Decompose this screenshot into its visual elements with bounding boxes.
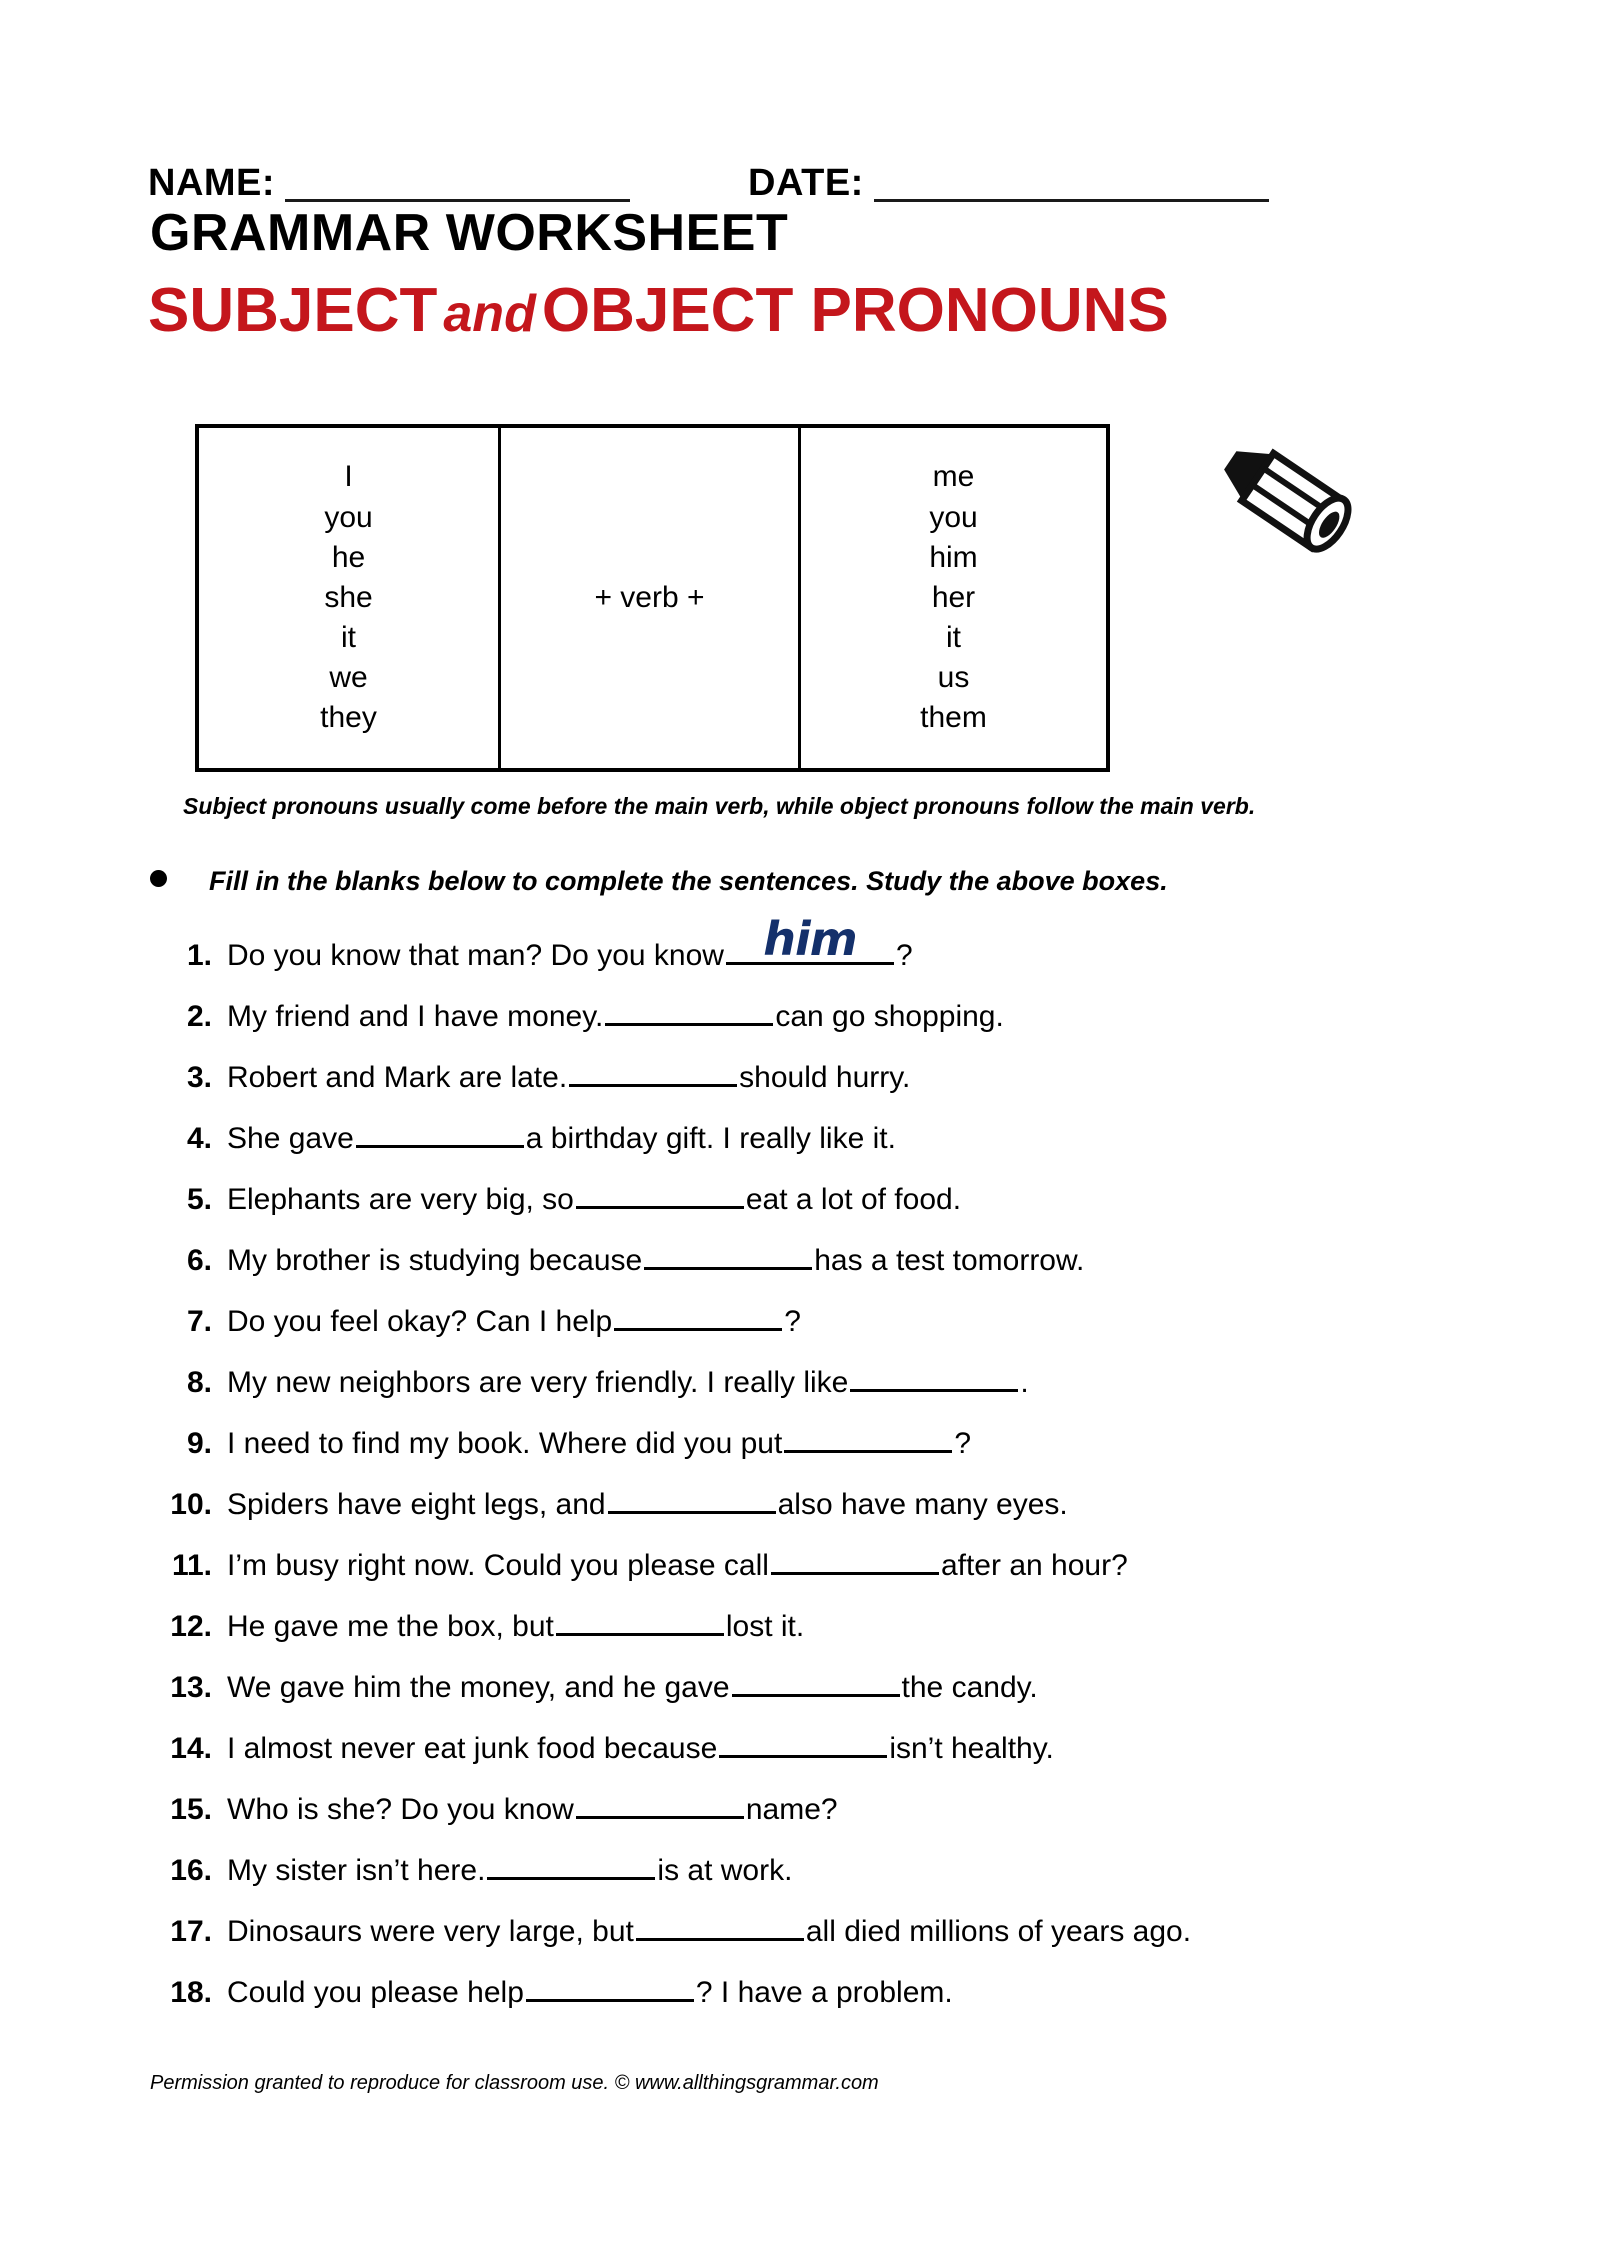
question-number: 7. — [186, 1305, 212, 1338]
question-text-before-blank: He gave me the box, but — [227, 1610, 554, 1643]
question-text-after-blank: a birthday gift. I really like it. — [525, 1122, 896, 1155]
question-text-before-blank: My new neighbors are very friendly. I really like — [227, 1366, 849, 1399]
question-text-after-blank: ? — [895, 939, 913, 972]
question-row — [148, 1420, 1528, 1481]
question-row — [148, 1481, 1528, 1542]
question-text-after-blank: name? — [745, 1793, 838, 1826]
answer-blank[interactable] — [556, 1603, 724, 1636]
object-pronoun: me — [932, 460, 975, 494]
answer-blank[interactable] — [732, 1664, 900, 1697]
question-row — [148, 1603, 1528, 1664]
question-row — [148, 1847, 1528, 1908]
question-text — [227, 1542, 1128, 1583]
answer-blank[interactable] — [526, 1969, 694, 2002]
object-pronoun: them — [920, 701, 987, 735]
question-text-after-blank: the candy. — [901, 1671, 1038, 1704]
question-text-before-blank: Do you feel okay? Can I help — [227, 1305, 613, 1338]
question-number: 18. — [170, 1976, 212, 2009]
question-text-before-blank: Dinosaurs were very large, but — [227, 1915, 634, 1948]
object-pronoun: us — [937, 661, 970, 695]
subject-pronoun: you — [324, 500, 373, 534]
question-text-after-blank: should hurry. — [739, 1061, 911, 1094]
question-row — [148, 1115, 1528, 1176]
question-number: 15. — [170, 1793, 212, 1826]
subtitle-and: and — [443, 285, 536, 343]
answer-blank[interactable] — [636, 1908, 804, 1941]
answer-blank[interactable] — [576, 1786, 744, 1819]
subject-pronoun: I — [344, 460, 353, 494]
question-text-before-blank: Elephants are very big, so — [227, 1183, 574, 1216]
question-text-before-blank: I need to find my book. Where did you put — [227, 1427, 783, 1460]
object-pronoun: her — [931, 580, 976, 614]
question-text-after-blank: also have many eyes. — [777, 1488, 1068, 1521]
question-text-after-blank: ? I have a problem. — [695, 1976, 953, 2009]
subject-pronoun: we — [329, 661, 368, 695]
question-row — [148, 1969, 1528, 2030]
question-text-before-blank: I almost never eat junk food because — [227, 1732, 718, 1765]
question-number: 2. — [186, 1000, 212, 1033]
question-text — [227, 1481, 1068, 1522]
question-text — [227, 1298, 801, 1339]
instruction-row — [150, 866, 1168, 897]
question-number: 8. — [186, 1366, 212, 1399]
question-row — [148, 1908, 1528, 1969]
subject-pronoun: it — [341, 621, 356, 655]
answer-blank[interactable] — [569, 1054, 737, 1087]
date-label: DATE: — [748, 162, 864, 204]
page-title: GRAMMAR WORKSHEET — [150, 204, 789, 262]
answer-blank[interactable] — [487, 1847, 655, 1880]
question-text-after-blank: . — [1020, 1366, 1029, 1399]
footer-credit: Permission granted to reproduce for classroom use. © www.allthingsgrammar.com — [150, 2072, 879, 2094]
question-number: 1. — [186, 939, 212, 972]
verb-label: + verb + — [594, 580, 705, 614]
question-row — [148, 1298, 1528, 1359]
subject-pronoun: she — [324, 580, 373, 614]
question-text — [227, 1847, 792, 1888]
question-row — [148, 1359, 1528, 1420]
question-text-before-blank: Do you know that man? Do you know — [227, 939, 724, 972]
question-number: 13. — [170, 1671, 212, 1704]
question-number: 10. — [170, 1488, 212, 1521]
question-text-after-blank: eat a lot of food. — [745, 1183, 962, 1216]
question-text-after-blank: after an hour? — [940, 1549, 1128, 1582]
question-row — [148, 1176, 1528, 1237]
question-number: 5. — [186, 1183, 212, 1216]
date-input-line[interactable] — [874, 165, 1269, 202]
question-text — [227, 1969, 953, 2010]
question-number: 9. — [186, 1427, 212, 1460]
question-text-before-blank: Could you please help — [227, 1976, 524, 2009]
question-text-before-blank: We gave him the money, and he gave — [227, 1671, 730, 1704]
subject-pronoun-column — [199, 428, 501, 768]
instruction-text: Fill in the blanks below to complete the sentences. Study the above boxes. — [209, 866, 1168, 896]
question-row — [148, 1664, 1528, 1725]
answer-blank[interactable] — [850, 1359, 1018, 1392]
question-text-after-blank: lost it. — [725, 1610, 805, 1643]
question-text — [227, 1237, 1084, 1278]
question-text-before-blank: Who is she? Do you know — [227, 1793, 574, 1826]
pencil-icon — [1198, 442, 1368, 562]
subject-pronoun: they — [320, 701, 377, 735]
answer-blank[interactable] — [605, 993, 773, 1026]
answer-blank[interactable] — [719, 1725, 887, 1758]
question-number: 6. — [186, 1244, 212, 1277]
answer-blank[interactable] — [608, 1481, 776, 1514]
question-text — [227, 1603, 804, 1644]
question-row — [148, 1725, 1528, 1786]
question-text — [227, 1725, 1054, 1766]
question-text-after-blank: has a test tomorrow. — [814, 1244, 1085, 1277]
subtitle-object: OBJECT PRONOUNS — [541, 276, 1169, 345]
question-number: 3. — [186, 1061, 212, 1094]
question-text — [227, 1664, 1038, 1705]
question-number: 14. — [170, 1732, 212, 1765]
question-row — [148, 1237, 1528, 1298]
handwritten-answer: him — [763, 912, 857, 966]
question-text-before-blank: My sister isn’t here. — [227, 1854, 486, 1887]
question-text — [227, 912, 913, 973]
question-row — [148, 1542, 1528, 1603]
answer-blank[interactable] — [614, 1298, 782, 1331]
verb-column — [501, 428, 801, 768]
name-label: NAME: — [148, 162, 276, 204]
answer-blank[interactable] — [644, 1237, 812, 1270]
question-text — [227, 993, 1004, 1034]
question-text-after-blank: all died millions of years ago. — [805, 1915, 1192, 1948]
question-text-after-blank: can go shopping. — [775, 1000, 1004, 1033]
question-number: 11. — [171, 1549, 212, 1582]
grammar-note: Subject pronouns usually come before the main verb, while object pronouns follow the main verb. — [183, 793, 1256, 819]
question-row — [148, 993, 1528, 1054]
question-number: 12. — [170, 1610, 212, 1643]
question-text-before-blank: I’m busy right now. Could you please call — [227, 1549, 769, 1582]
question-text-after-blank: ? — [784, 1305, 801, 1338]
question-number: 4. — [186, 1122, 212, 1155]
question-text — [227, 1359, 1029, 1400]
answer-blank[interactable] — [576, 1176, 744, 1209]
subtitle-subject: SUBJECT — [148, 276, 438, 345]
question-number: 17. — [170, 1915, 212, 1948]
question-text-after-blank: is at work. — [657, 1854, 793, 1887]
question-text — [227, 1786, 838, 1827]
question-number: 16. — [170, 1854, 212, 1887]
pronoun-reference-table — [195, 424, 1110, 772]
question-text-before-blank: My friend and I have money. — [227, 1000, 604, 1033]
answer-blank[interactable] — [726, 912, 894, 966]
subject-pronoun: he — [331, 540, 366, 574]
object-pronoun: him — [929, 540, 978, 574]
question-list — [148, 912, 1528, 2030]
question-text — [227, 1420, 971, 1461]
answer-blank[interactable] — [356, 1115, 524, 1148]
question-text-before-blank: She gave — [227, 1122, 354, 1155]
question-text-before-blank: Spiders have eight legs, and — [227, 1488, 606, 1521]
question-text-before-blank: My brother is studying because — [227, 1244, 643, 1277]
question-row — [148, 1786, 1528, 1847]
answer-blank[interactable] — [771, 1542, 939, 1575]
question-text — [227, 1176, 961, 1217]
bullet-dot-icon — [150, 870, 167, 887]
question-text — [227, 1115, 896, 1156]
object-pronoun: it — [946, 621, 961, 655]
name-date-row — [148, 152, 1468, 202]
question-text-after-blank: ? — [954, 1427, 972, 1460]
page-subtitle — [148, 278, 1169, 343]
question-text — [227, 1054, 910, 1095]
name-input-line[interactable] — [285, 165, 630, 202]
question-row — [148, 912, 1528, 993]
object-pronoun: you — [929, 500, 978, 534]
question-row — [148, 1054, 1528, 1115]
question-text-after-blank: isn’t healthy. — [889, 1732, 1054, 1765]
question-text — [227, 1908, 1191, 1949]
object-pronoun-column — [801, 428, 1106, 768]
answer-blank[interactable] — [784, 1420, 952, 1453]
question-text-before-blank: Robert and Mark are late. — [227, 1061, 568, 1094]
